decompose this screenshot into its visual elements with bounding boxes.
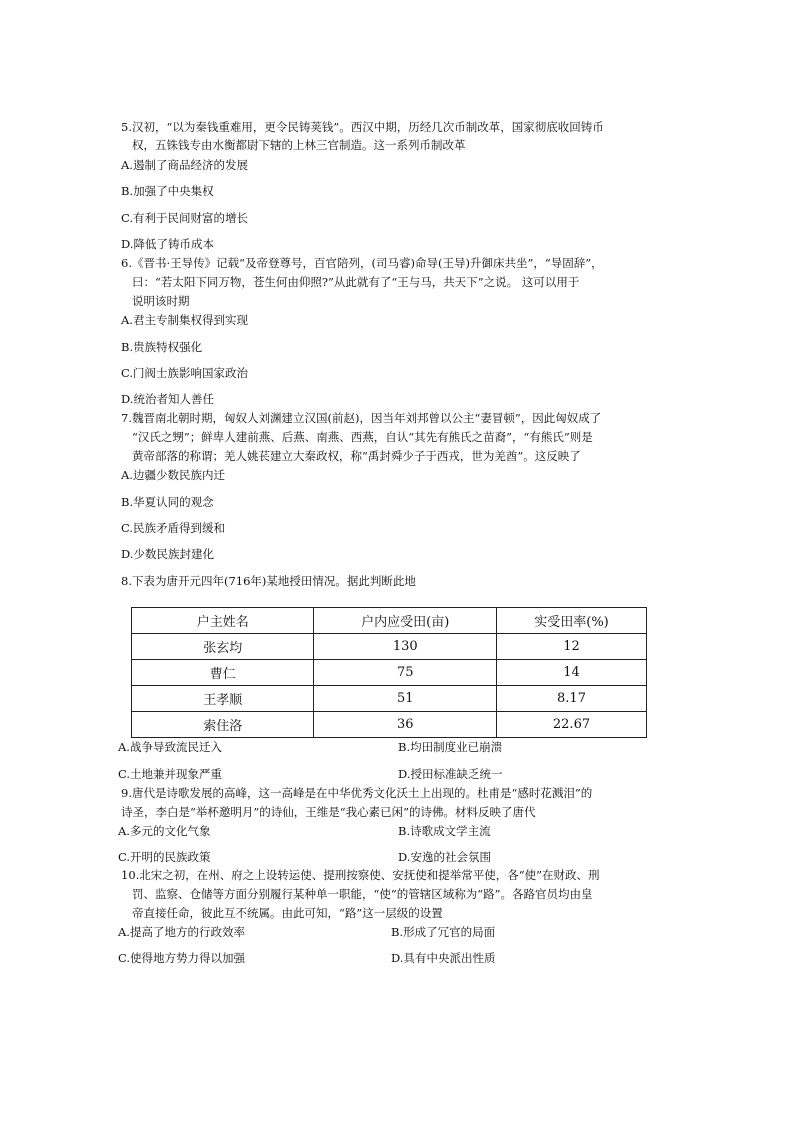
q9-option-c: C.开明的民族政策 xyxy=(118,850,211,864)
q8-option-b: B.均田制度业已崩溃 xyxy=(398,740,503,754)
q9-stem-line-2: 诗圣，李白是“举杯邀明月”的诗仙，王维是“我心素已闲”的诗佛。材料反映了唐代 xyxy=(121,805,536,819)
table-cell-rate: 12 xyxy=(497,634,647,660)
table-cell-name: 曹仁 xyxy=(132,660,314,686)
q7-stem-line-1: 7.魏晋南北朝时期，匈奴人刘渊建立汉国(前赵)，因当年刘邦曾以公主“妻冒顿”，因此匈奴成了 xyxy=(121,411,602,425)
table-cell-name: 索住洛 xyxy=(132,712,314,738)
q10-stem-line-3: 帝直接任命，彼此互不统属。由此可知，“路”这一层级的设置 xyxy=(132,906,443,920)
q6-option-c: C.门阀士族影响国家政治 xyxy=(121,366,249,380)
table-row xyxy=(132,634,647,660)
table-cell-name: 王孝顺 xyxy=(132,686,314,712)
table-cell-name: 张玄均 xyxy=(132,634,314,660)
land-allocation-table xyxy=(131,607,647,738)
table-cell-rate: 14 xyxy=(497,660,647,686)
table-cell-land: 75 xyxy=(314,660,497,686)
q10-stem-line-2: 罚、监察、仓储等方面分别履行某种单一职能，“使”的管辖区域称为“路”。各路官员均由皇 xyxy=(132,887,593,901)
q7-stem-line-3: 黄帝部落的称谓；羌人姚苌建立大秦政权，称“禹封舜少子于西戎，世为羌酋”。这反映了 xyxy=(132,449,581,463)
table-row xyxy=(132,686,647,712)
q7-stem-line-2: “汉氏之甥”；鲜卑人建前燕、后燕、南燕、西燕，自认“其先有熊氏之苗裔”，“有熊氏”则是 xyxy=(132,430,593,444)
q9-stem-line-1: 9.唐代是诗歌发展的高峰，这一高峰是在中华优秀文化沃土上出现的。杜甫是“感时花溅泪”的 xyxy=(121,786,593,800)
q5-stem-line-2: 权，五铢钱专由水衡都尉下辖的上林三官制造。这一系列币制改革 xyxy=(132,138,466,152)
table-row xyxy=(132,712,647,738)
table-row xyxy=(132,660,647,686)
q10-stem-line-1: 10.北宋之初，在州、府之上设转运使、提刑按察使、安抚使和提举常平使，各“使”在财政、刑 xyxy=(121,868,600,882)
q10-option-d: D.具有中央派出性质 xyxy=(391,951,496,965)
table-cell-land: 130 xyxy=(314,634,497,660)
table-header-cell: 户内应受田(亩) xyxy=(314,608,497,634)
q5-option-d: D.降低了铸币成本 xyxy=(121,237,214,251)
q5-stem-line-1: 5.汉初，“以为秦钱重难用，更令民铸荚钱”。西汉中期，历经几次币制改革，国家彻底收回铸币 xyxy=(121,120,604,134)
q8-option-a: A.战争导致流民迁入 xyxy=(118,740,222,754)
q7-option-d: D.少数民族封建化 xyxy=(121,547,214,561)
q6-stem-line-2: 曰：“若太阳下同万物，苍生何由仰照?”从此就有了“王与马，共天下”之说。 这可以用于 xyxy=(132,275,580,289)
q10-option-b: B.形成了冗官的局面 xyxy=(391,925,496,939)
q5-option-b: B.加强了中央集权 xyxy=(121,184,214,198)
q10-option-a: A.提高了地方的行政效率 xyxy=(118,925,245,939)
table-cell-land: 36 xyxy=(314,712,497,738)
q5-option-c: C.有利于民间财富的增长 xyxy=(121,211,249,225)
table-header-cell: 实受田率(%) xyxy=(497,608,647,634)
q6-stem-line-1: 6.《晋书·王导传》记载“及帝登尊号，百官陪列，(司马睿)命导(王导)升御床共坐”，“导固辞”， xyxy=(121,256,603,270)
table-header-row xyxy=(132,608,647,634)
q6-stem-line-3: 说明该时期 xyxy=(132,294,190,308)
q7-option-c: C.民族矛盾得到缓和 xyxy=(121,521,226,535)
q8-option-d: D.授田标准缺乏统一 xyxy=(398,767,503,781)
q9-option-a: A.多元的文化气象 xyxy=(118,824,211,838)
q6-option-a: A.君主专制集权得到实现 xyxy=(121,313,248,327)
q7-option-a: A.边疆少数民族内迁 xyxy=(121,468,225,482)
q8-stem: 8.下表为唐开元四年(716年)某地授田情况。据此判断此地 xyxy=(121,574,416,588)
table-cell-rate: 8.17 xyxy=(497,686,647,712)
q5-option-a: A.遏制了商品经济的发展 xyxy=(121,158,248,172)
q8-option-c: C.土地兼并现象严重 xyxy=(118,767,223,781)
q7-option-b: B.华夏认同的观念 xyxy=(121,495,214,509)
table-cell-rate: 22.67 xyxy=(497,712,647,738)
q6-option-d: D.统治者知人善任 xyxy=(121,392,214,406)
table-header-cell: 户主姓名 xyxy=(132,608,314,634)
q6-option-b: B.贵族特权强化 xyxy=(121,340,203,354)
q9-option-b: B.诗歌成文学主流 xyxy=(398,824,491,838)
q9-option-d: D.安逸的社会氛围 xyxy=(398,850,491,864)
q10-option-c: C.使得地方势力得以加强 xyxy=(118,951,246,965)
table-cell-land: 51 xyxy=(314,686,497,712)
